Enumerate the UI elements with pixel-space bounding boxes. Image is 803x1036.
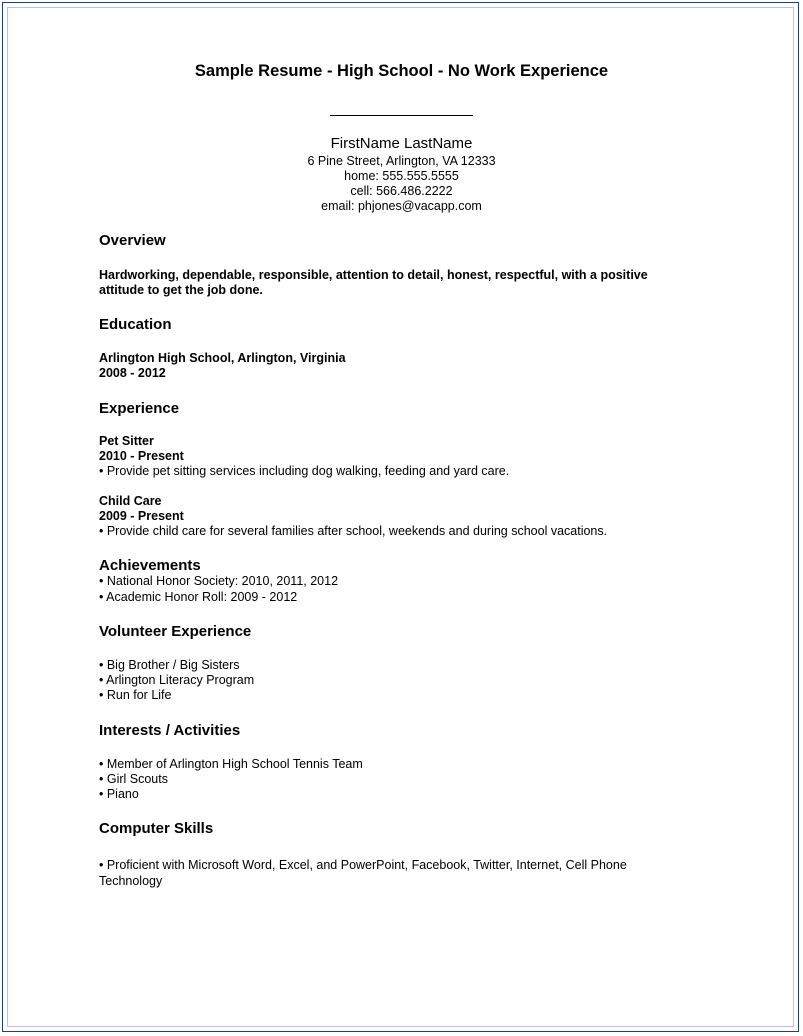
document-title: Sample Resume - High School - No Work Experience [194, 62, 609, 80]
job-dates: 2009 - Present [99, 509, 184, 523]
job-detail: • Provide child care for several families after school, weekends and during school vacations. [99, 524, 608, 538]
job-title: Pet Sitter [99, 434, 154, 448]
interest-item: • Member of Arlington High School Tennis Team [99, 757, 363, 771]
interest-item: • Girl Scouts [99, 772, 168, 786]
achievement-item: • Academic Honor Roll: 2009 - 2012 [99, 590, 298, 604]
education-heading: Education [99, 316, 172, 333]
overview-text-line-2: attitude to get the job done. [99, 283, 263, 297]
experience-heading: Experience [99, 400, 180, 417]
contact-cell-phone: cell: 566.486.2222 [350, 184, 453, 198]
contact-email: email: phjones@vacapp.com [321, 199, 482, 213]
education-years: 2008 - 2012 [99, 366, 166, 380]
job-detail: • Provide pet sitting services including dog walking, feeding and yard care. [99, 464, 510, 478]
skills-text-line-2: Technology [99, 874, 163, 888]
achievements-heading: Achievements [99, 557, 201, 574]
education-school: Arlington High School, Arlington, Virginia [99, 351, 346, 365]
volunteer-item: • Big Brother / Big Sisters [99, 658, 240, 672]
job-dates: 2010 - Present [99, 449, 184, 463]
contact-name: FirstName LastName [330, 135, 473, 152]
volunteer-heading: Volunteer Experience [99, 623, 252, 640]
job-title: Child Care [99, 494, 162, 508]
skills-heading: Computer Skills [99, 820, 214, 837]
overview-heading: Overview [99, 232, 166, 249]
interests-heading: Interests / Activities [99, 722, 241, 739]
skills-text-line-1: • Proficient with Microsoft Word, Excel, and PowerPoint, Facebook, Twitter, Internet, Cell Phone [99, 858, 627, 872]
contact-home-phone: home: 555.555.5555 [344, 169, 459, 183]
overview-text-line-1: Hardworking, dependable, responsible, attention to detail, honest, respectful, with a positive [99, 268, 648, 282]
interest-item: • Piano [99, 787, 139, 801]
contact-address: 6 Pine Street, Arlington, VA 12333 [307, 154, 496, 168]
title-divider [330, 115, 473, 116]
volunteer-item: • Arlington Literacy Program [99, 673, 255, 687]
achievement-item: • National Honor Society: 2010, 2011, 2012 [99, 574, 339, 588]
volunteer-item: • Run for Life [99, 688, 172, 702]
